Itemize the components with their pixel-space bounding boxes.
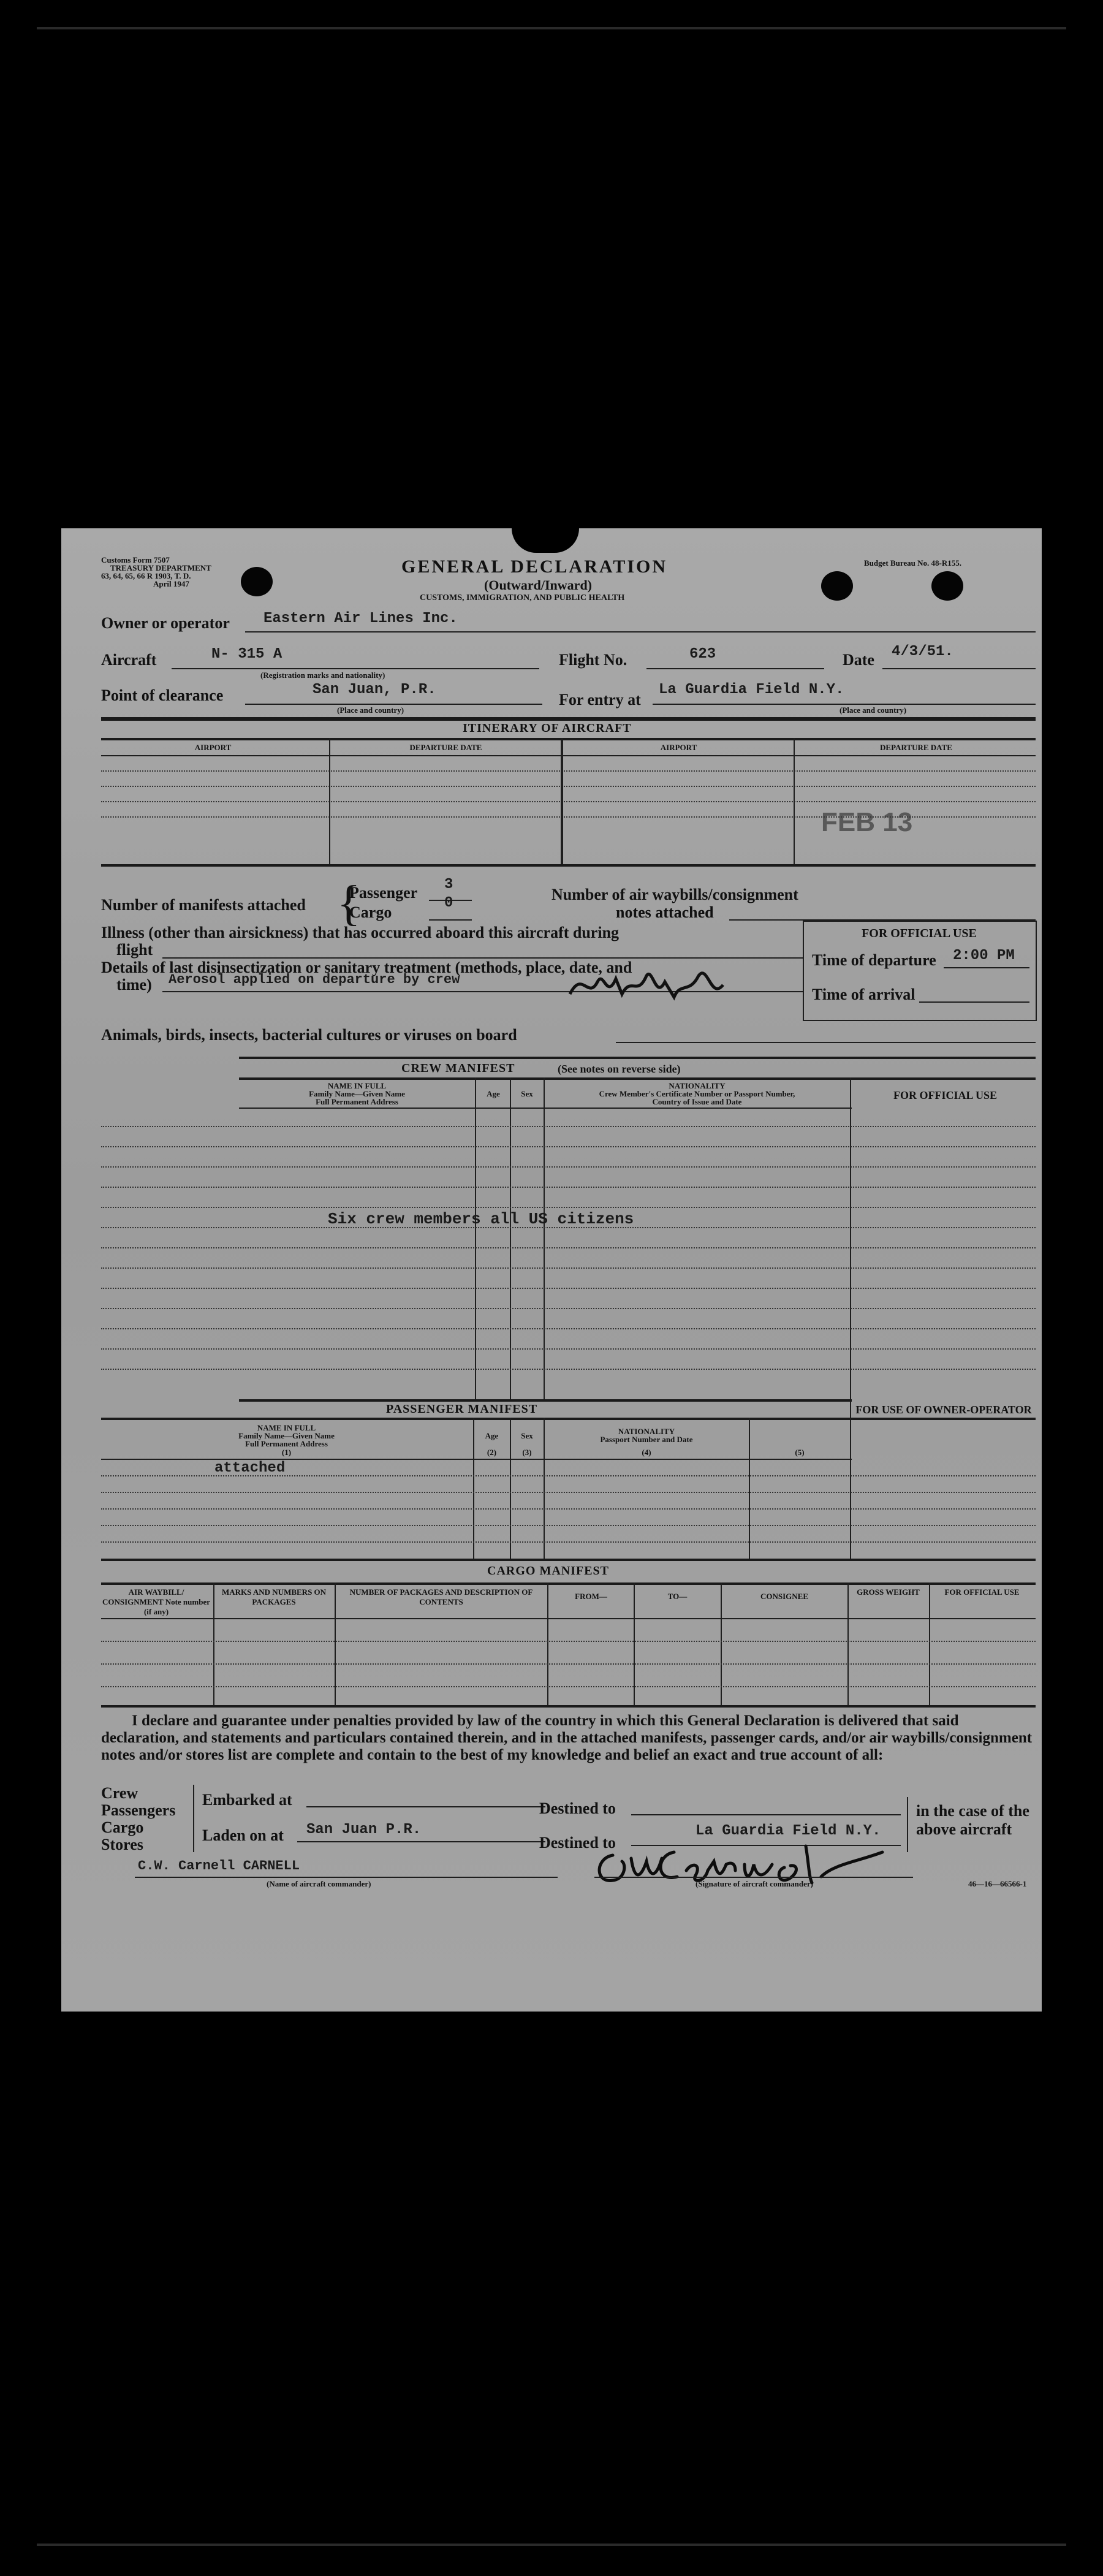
declaration-item-stores: Stores (101, 1836, 143, 1853)
passenger-header-rule (101, 1418, 1036, 1420)
crew-row-9 (101, 1288, 1036, 1289)
aircraft-caption: (Registration marks and nationality) (260, 671, 385, 680)
cargo-header-2: MARKS AND NUMBERS ON PACKAGES (221, 1587, 327, 1606)
passenger-col-div-2 (510, 1418, 511, 1559)
crew-row-5 (101, 1207, 1036, 1208)
passenger-col-div-5 (850, 1399, 851, 1559)
passenger-count-value: 3 (444, 876, 453, 893)
cargo-header-3: NUMBER OF PACKAGES AND DESCRIPTION OF CONTENTS (349, 1587, 533, 1606)
aircraft-underline (172, 668, 539, 669)
page-subtitle: (Outward/Inward) (484, 577, 593, 593)
declaration-item-cargo: Cargo (101, 1818, 144, 1836)
waybill-label-2: notes attached (616, 903, 714, 921)
crew-row-12 (101, 1348, 1036, 1350)
passenger-col-nationality: NATIONALITY (618, 1427, 675, 1436)
itinerary-bottom-rule (101, 864, 1036, 867)
passenger-col-div-4 (749, 1418, 750, 1559)
passenger-count-label: Passenger (349, 884, 418, 902)
illness-label-2: flight (116, 941, 153, 959)
punch-hole-mid (821, 571, 853, 601)
crew-row-4 (101, 1187, 1036, 1188)
declaration-brace-right (907, 1797, 908, 1852)
crew-col-nationality: NATIONALITY (669, 1081, 726, 1090)
destined-label: Destined to (539, 1799, 616, 1817)
arrival-time-label: Time of arrival (812, 986, 915, 1003)
passenger-col-age: Age (485, 1431, 499, 1440)
itinerary-dash-3 (101, 801, 1036, 802)
itinerary-top-rule (101, 717, 1036, 721)
cargo-count-label: Cargo (349, 903, 392, 921)
animals-underline (616, 1042, 1036, 1043)
waybill-label: Number of air waybills/consignment (552, 886, 798, 903)
clearance-caption: (Place and country) (337, 705, 404, 715)
flight-value: 623 (689, 646, 716, 663)
print-code: 46—16—66566-1 (968, 1879, 1027, 1888)
date-underline (882, 668, 1036, 669)
passenger-row-2 (101, 1492, 1036, 1493)
embarked-underline (306, 1806, 545, 1807)
cargo-header-rule (101, 1582, 1036, 1585)
illness-label: Illness (other than airsickness) that has occurred aboard this aircraft during (101, 924, 620, 941)
itinerary-rule (101, 755, 1036, 756)
destined-underline (631, 1814, 901, 1815)
cargo-count-underline (429, 919, 472, 921)
animals-label: Animals, birds, insects, bacterial cultures or viruses on board (101, 1026, 517, 1044)
crew-col-official: FOR OFFICIAL USE (893, 1089, 998, 1101)
crew-row-8 (101, 1267, 1036, 1269)
crew-row-2 (101, 1146, 1036, 1147)
cargo-count-value: 0 (444, 895, 453, 911)
itinerary-header-1: AIRPORT (194, 743, 232, 752)
passenger-entry: attached (214, 1460, 286, 1476)
signature-caption: (Signature of aircraft commander) (696, 1879, 813, 1888)
received-stamp: FEB 13 (821, 807, 913, 837)
cargo-title: CARGO MANIFEST (487, 1564, 610, 1578)
itinerary-header-4: DEPARTURE DATE (880, 743, 952, 752)
top-border-line (37, 27, 1066, 29)
form-number: Customs Form 7507 (101, 555, 170, 564)
departure-time-value: 2:00 PM (953, 948, 1015, 964)
cargo-header-7: GROSS WEIGHT (857, 1587, 920, 1597)
itinerary-dash-1 (101, 770, 1036, 772)
clearance-label: Point of clearance (101, 686, 224, 704)
commander-caption: (Name of aircraft commander) (267, 1879, 371, 1888)
entry-underline (653, 704, 1036, 705)
passenger-row-3 (101, 1508, 1036, 1510)
case-note: in the case of the above aircraft (916, 1802, 1029, 1838)
passenger-col-sex: Sex (521, 1431, 533, 1440)
form-ref: 63, 64, 65, 66 R 1903, T. D. (101, 571, 191, 580)
entry-label: For entry at (559, 691, 641, 709)
crew-col-nationality-2: Crew Member's Certificate Number or Passport Number, (599, 1089, 795, 1098)
crew-col-rule (239, 1108, 852, 1109)
passenger-col-rule (101, 1459, 852, 1460)
disinsection-label-2: time) (116, 976, 152, 994)
declaration-text: I declare and guarantee under penalties provided by law of the country in which this General Declaration is delivered that said declaration, and statements and particulars contained therein, and in the attached manifests, passenger cards, and/or air waybills/consignment notes and/or stores list are complete and contain to the best of my knowledge and belief an exact and true account of all: (101, 1712, 1033, 1763)
destined-label-2: Destined to (539, 1834, 616, 1852)
crew-row-11 (101, 1328, 1036, 1329)
itinerary-col-2 (561, 738, 563, 864)
crew-row-10 (101, 1308, 1036, 1309)
crew-col-name-2: Family Name—Given Name (309, 1089, 405, 1098)
date-label: Date (843, 651, 874, 669)
declaration-brace-left (193, 1785, 194, 1852)
top-notch (512, 528, 579, 553)
crew-note: (See notes on reverse side) (558, 1063, 681, 1075)
passenger-row-4 (101, 1525, 1036, 1526)
commander-name: C.W. Carnell CARNELL (138, 1858, 300, 1874)
budget-number: Budget Bureau No. 48-R155. (864, 558, 962, 568)
punch-hole-right (931, 571, 963, 601)
agency-line: CUSTOMS, IMMIGRATION, AND PUBLIC HEALTH (420, 593, 625, 602)
entry-caption: (Place and country) (840, 705, 907, 715)
cargo-row-2 (101, 1663, 1036, 1665)
embarked-label: Embarked at (202, 1791, 292, 1809)
crew-col-nationality-3: Country of Issue and Date (652, 1097, 742, 1106)
crew-col-age: Age (487, 1089, 500, 1098)
passenger-col-sex-num: (3) (522, 1448, 532, 1457)
passenger-col-div-1 (473, 1418, 474, 1559)
punch-hole-left (241, 567, 273, 596)
itinerary-title: ITINERARY OF AIRCRAFT (463, 721, 632, 735)
manifests-label: Number of manifests attached (101, 896, 306, 914)
owner-value: Eastern Air Lines Inc. (263, 610, 458, 627)
crew-title: CREW MANIFEST (401, 1062, 515, 1075)
crew-row-1 (101, 1126, 1036, 1127)
laden-label: Laden on at (202, 1826, 284, 1844)
itinerary-header-3: AIRPORT (660, 743, 697, 752)
cargo-bottom-rule (101, 1705, 1036, 1708)
flight-label: Flight No. (559, 651, 627, 669)
declaration-item-crew: Crew (101, 1784, 138, 1802)
crew-header-rule (239, 1077, 1036, 1080)
commander-underline (135, 1877, 558, 1878)
crew-col-name-3: Full Permanent Address (316, 1097, 398, 1106)
itinerary-header-rule (101, 738, 1036, 740)
departure-time-label: Time of departure (812, 951, 936, 969)
cargo-header-5: TO— (667, 1592, 688, 1601)
crew-col-name: NAME IN FULL (327, 1081, 387, 1090)
flight-underline (646, 668, 824, 669)
manifests-brace: { (337, 876, 361, 930)
form-dept: TREASURY DEPARTMENT (110, 563, 211, 572)
passenger-title: PASSENGER MANIFEST (386, 1402, 538, 1416)
itinerary-col-3 (794, 738, 795, 864)
crew-row-13 (101, 1369, 1036, 1370)
bottom-border-line (37, 2544, 1066, 2546)
official-use-title-text: FOR OFFICIAL USE (862, 927, 977, 940)
crew-row-3 (101, 1166, 1036, 1168)
declaration-item-passengers: Passengers (101, 1801, 176, 1819)
disinsection-initials (564, 957, 741, 1013)
clearance-value: San Juan, P.R. (313, 682, 436, 698)
owner-label: Owner or operator (101, 614, 230, 632)
crew-row-7 (101, 1247, 1036, 1248)
cargo-header-8: FOR OFFICIAL USE (944, 1587, 1020, 1597)
cargo-header-4: FROM— (575, 1592, 607, 1601)
disinsection-label: Details of last disinsectization or sanitary treatment (methods, place, date, and (101, 959, 632, 976)
passenger-col-name-3: Full Permanent Address (245, 1439, 328, 1448)
passenger-col-5: (5) (795, 1448, 805, 1457)
crew-entry: Six crew members all US citizens (328, 1210, 634, 1228)
departure-time-underline (944, 967, 1029, 968)
passenger-col-nationality-num: (4) (642, 1448, 651, 1457)
cargo-row-3 (101, 1686, 1036, 1687)
date-value: 4/3/51. (892, 644, 953, 660)
arrival-time-underline (919, 1001, 1029, 1003)
crew-col-sex: Sex (521, 1089, 533, 1098)
cargo-row-1 (101, 1641, 1036, 1642)
disinsection-value: Aerosol applied on departure by crew (169, 972, 460, 987)
owner-underline (245, 631, 1036, 633)
signature-underline (594, 1877, 913, 1878)
general-declaration-form (61, 528, 1042, 2012)
form-ref-date: April 1947 (153, 579, 189, 588)
cargo-header-6: CONSIGNEE (760, 1592, 809, 1601)
passenger-col-nationality-2: Passport Number and Date (600, 1435, 693, 1444)
aircraft-value: N- 315 A (211, 646, 282, 663)
passenger-col-name-2: Family Name—Given Name (238, 1431, 335, 1440)
laden-underline (297, 1841, 545, 1842)
cargo-top-rule (101, 1559, 1036, 1561)
page-title: GENERAL DECLARATION (401, 557, 668, 577)
passenger-col-div-3 (544, 1418, 545, 1559)
declaration-items (101, 1785, 175, 1853)
passenger-col-age-num: (2) (487, 1448, 497, 1457)
passenger-col-name-num: (1) (281, 1448, 292, 1457)
passenger-row-5 (101, 1541, 1036, 1543)
itinerary-header-2: DEPARTURE DATE (409, 743, 482, 752)
itinerary-dash-2 (101, 786, 1036, 787)
clearance-underline (245, 704, 542, 705)
aircraft-label: Aircraft (101, 651, 157, 669)
official-use-title (803, 927, 1036, 941)
crew-top-rule (239, 1057, 1036, 1059)
passenger-col-name: NAME IN FULL (257, 1423, 316, 1432)
passenger-top-rule (239, 1399, 852, 1402)
destined-value: La Guardia Field N.Y. (696, 1823, 881, 1839)
cargo-header-1: AIR WAYBILL/ CONSIGNMENT Note number (if any) (102, 1587, 210, 1616)
itinerary-col-1 (329, 738, 330, 864)
entry-value: La Guardia Field N.Y. (659, 682, 844, 698)
passenger-col-owner: FOR USE OF OWNER-OPERATOR (855, 1404, 1032, 1416)
laden-value: San Juan P.R. (306, 1822, 422, 1838)
cargo-col-rule (101, 1618, 1036, 1619)
